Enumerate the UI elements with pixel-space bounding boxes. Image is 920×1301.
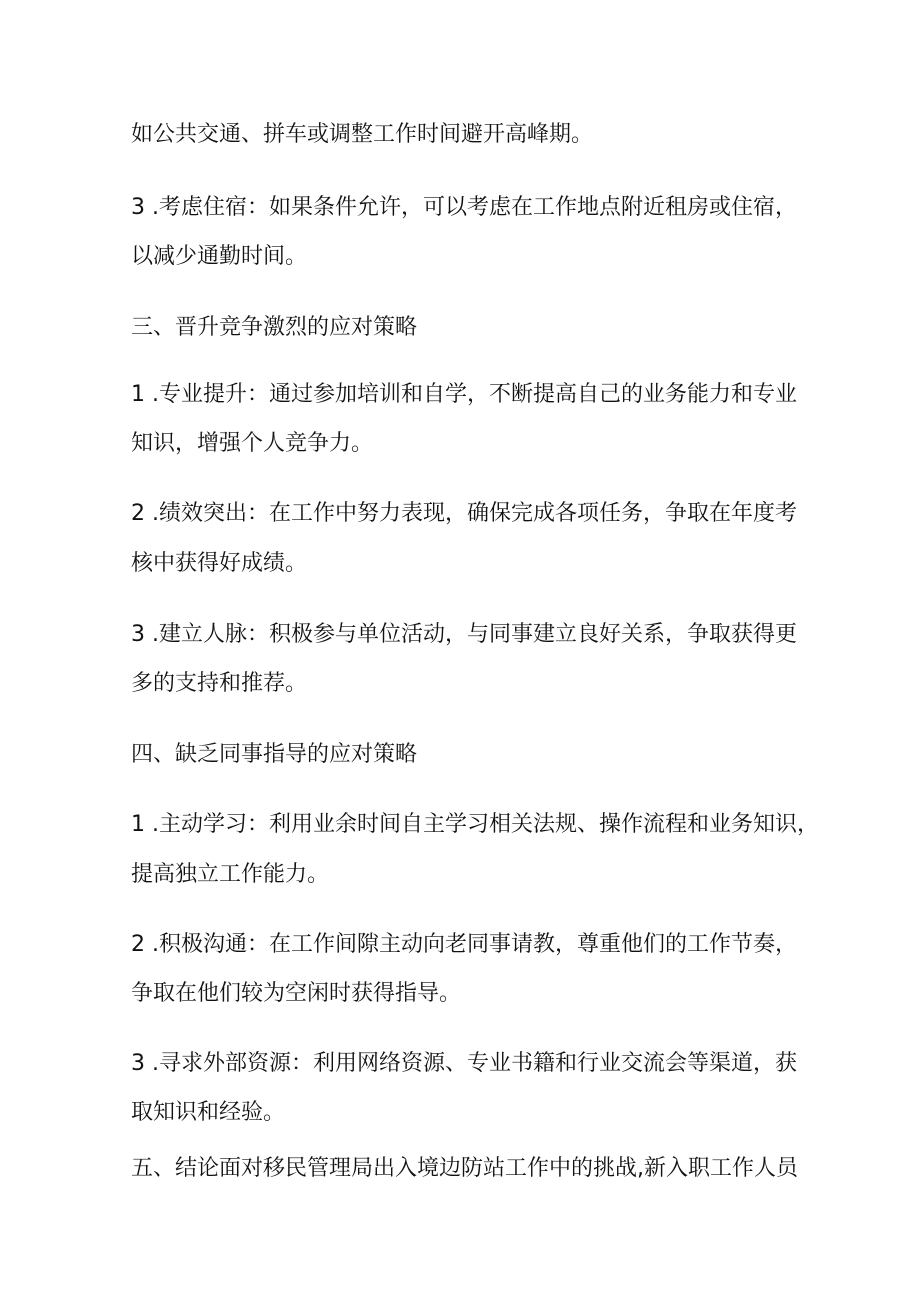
paragraph-line: 争取在他们较为空闲时获得指导。 <box>131 981 462 1006</box>
paragraph-line: 1 .主动学习：利用业余时间自主学习相关法规、操作流程和业务知识， <box>131 812 819 837</box>
paragraph-line: 1 .专业提升：通过参加培训和自学，不断提高自己的业务能力和专业 <box>131 382 797 407</box>
paragraph-line: 以减少通勤时间。 <box>131 244 308 269</box>
section-heading: 四、缺乏同事指导的应对策略 <box>131 742 418 767</box>
paragraph-line: 3 .建立人脉：积极参与单位活动，与同事建立良好关系，争取获得更 <box>131 622 797 647</box>
paragraph-line: 2 .积极沟通：在工作间隙主动向老同事请教，尊重他们的工作节奏， <box>131 932 797 957</box>
paragraph-line: 知识，增强个人竞争力。 <box>131 431 374 456</box>
paragraph-line: 3 .考虑住宿：如果条件允许，可以考虑在工作地点附近租房或住宿， <box>131 195 797 220</box>
section-heading: 三、晋升竞争激烈的应对策略 <box>131 315 418 340</box>
paragraph-line: 核中获得好成绩。 <box>131 551 308 576</box>
paragraph-line: 多的支持和推荐。 <box>131 671 308 696</box>
paragraph-line: 提高独立工作能力。 <box>131 862 330 887</box>
paragraph-line: 3 .寻求外部资源：利用网络资源、专业书籍和行业交流会等渠道，获 <box>131 1051 797 1076</box>
section-heading: 五、结论面对移民管理局出入境边防站工作中的挑战,新入职工作人员 <box>131 1156 798 1181</box>
paragraph-line: 取知识和经验。 <box>131 1100 286 1125</box>
paragraph-line: 2 .绩效突出：在工作中努力表现，确保完成各项任务，争取在年度考 <box>131 501 797 526</box>
paragraph-line: 如公共交通、拼车或调整工作时间避开高峰期。 <box>131 122 594 147</box>
